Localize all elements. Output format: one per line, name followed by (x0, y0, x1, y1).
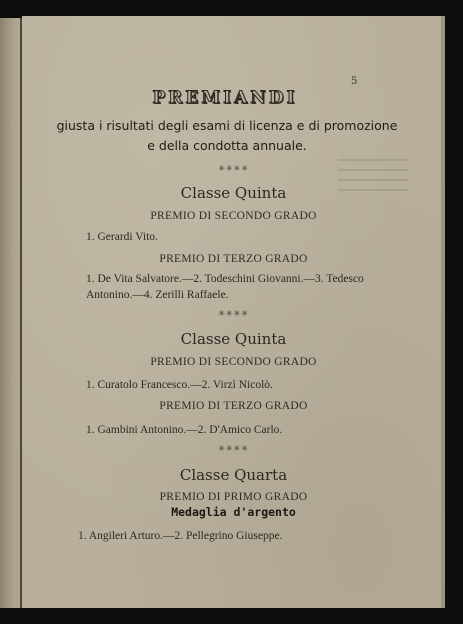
ornament-divider: ✳✳✳✳ (218, 164, 249, 173)
subtitle-text: giusta i risultati degli esami di licenza e di promozione e della condotta annuale. (56, 118, 398, 153)
section-2-prize-1-entry: 1. Curatolo Francesco.—2. Virzì Nicolò. (86, 379, 273, 391)
ornament-divider: ✳✳✳✳ (218, 444, 249, 453)
section-3-medal: Medaglia d'argento (171, 505, 296, 519)
section-3-prize-1-title: PREMIO DI PRIMO GRADO (159, 491, 308, 503)
section-2-class-title: Classe Quinta (180, 330, 287, 348)
section-2-prize-2-title: PREMIO DI TERZO GRADO (159, 400, 308, 412)
document-page (22, 16, 445, 608)
section-1-prize-2-title: PREMIO DI TERZO GRADO (159, 253, 308, 265)
page-heading: PREMIANDI (152, 88, 298, 108)
section-2-prize-2-entry: 1. Gambini Antonino.—2. D'Amico Carlo. (86, 424, 283, 436)
ornament-divider: ✳✳✳✳ (218, 309, 249, 318)
page-number: 5 (351, 76, 358, 87)
section-1-prize-1-title: PREMIO DI SECONDO GRADO (150, 210, 317, 222)
section-3-prize-1-entry: 1. Angileri Arturo.—2. Pellegrino Giuseppe. (78, 530, 283, 542)
page-subtitle (52, 116, 402, 156)
section-2-prize-1-title: PREMIO DI SECONDO GRADO (150, 356, 317, 368)
section-1-prize-1-entry: 1. Gerardi Vito. (86, 231, 158, 243)
section-1-class-title: Classe Quinta (180, 184, 287, 202)
section-1-prize-2-entry: 1. De Vita Salvatore.—2. Todeschini Giovanni.—3. Tedesco Antonino.—4. Zerilli Raffaele. (86, 273, 364, 301)
section-3-class-title: Classe Quarta (179, 466, 288, 484)
